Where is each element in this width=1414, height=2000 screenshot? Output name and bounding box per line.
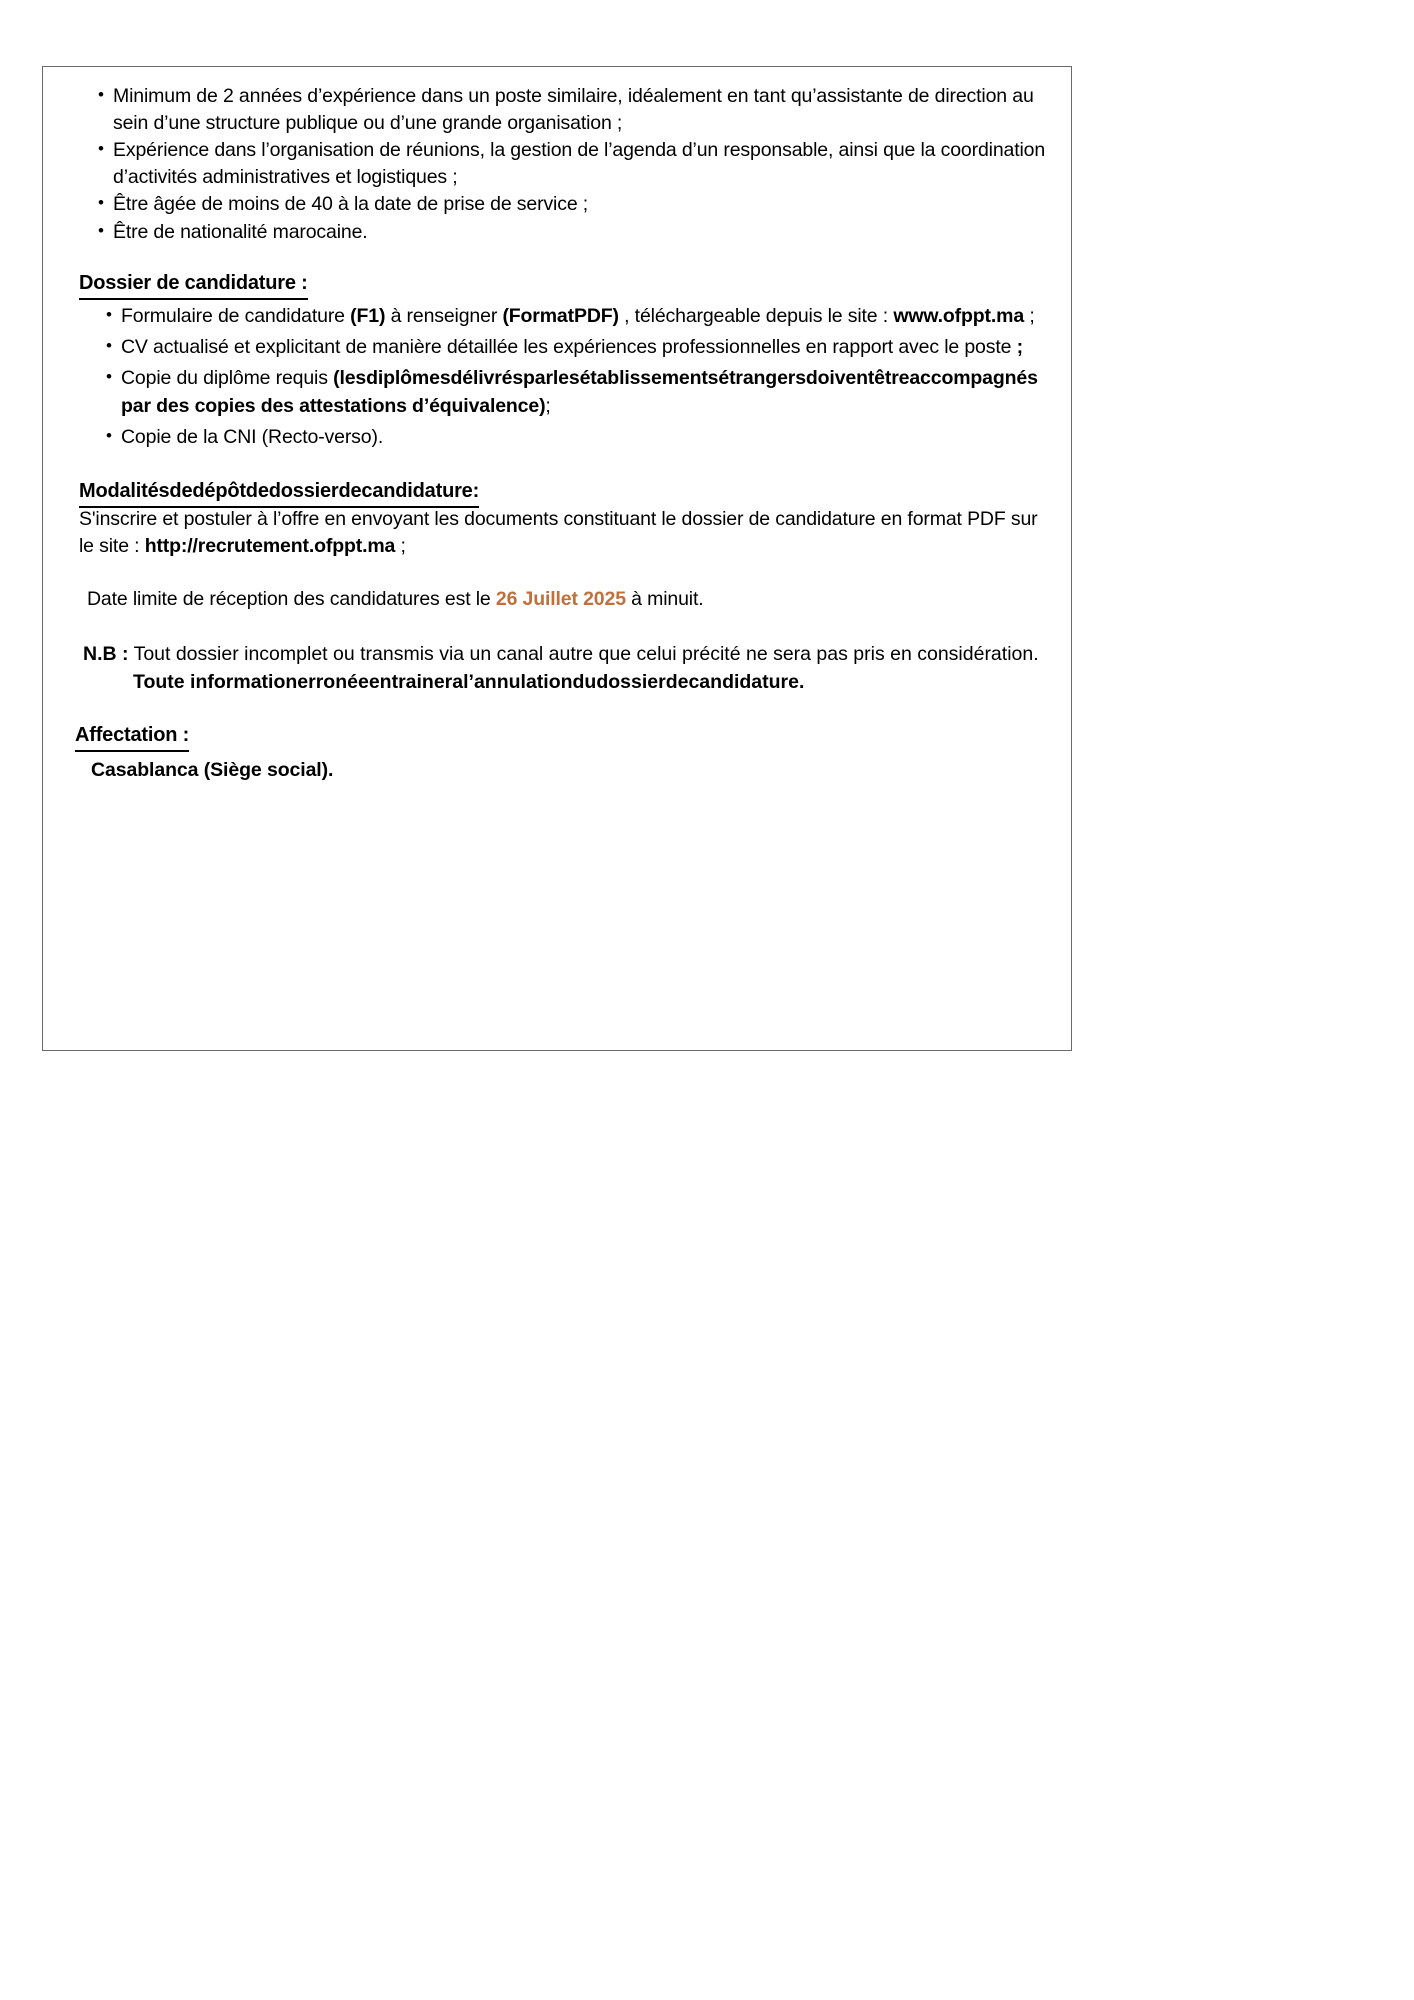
- list-item: [99, 364, 1055, 420]
- list-item: [99, 302, 1055, 330]
- requirements-list: [91, 83, 1055, 245]
- document-content: [61, 81, 1055, 782]
- nb-text: Tout dossier incomplet ou transmis via un canal autre que celui précité ne sera pas pris en considération.: [128, 643, 1039, 665]
- dossier-heading-row: [79, 246, 1055, 300]
- list-item: [99, 423, 1055, 451]
- item-text: Copie du diplôme requis: [121, 367, 334, 389]
- item-bold: (F1): [350, 305, 386, 327]
- item-bold: ;: [1016, 336, 1023, 358]
- modalites-text-before: S'inscrire et postuler à l’offre en envoyant les documents constituant le dossier de candidature en format PDF sur le site :: [79, 508, 1038, 557]
- item-text: Copie de la CNI (Recto-verso).: [121, 426, 384, 448]
- item-bold: (lesdiplômesdélivrésparlesétablissementsétrangersdoiventêtreaccompagnés par des copies des attestations d’équivalence): [121, 367, 1038, 417]
- deadline-suffix: à minuit.: [625, 588, 704, 610]
- item-bold: (FormatPDF): [502, 305, 619, 327]
- list-item: [99, 333, 1055, 361]
- modalites-paragraph: [79, 506, 1055, 560]
- deadline-prefix: Date limite de réception des candidatures est le: [87, 588, 496, 610]
- dossier-list: [99, 302, 1055, 451]
- section-heading-affectation: Affectation :: [75, 724, 189, 752]
- recruitment-url: http://recrutement.ofppt.ma: [144, 535, 396, 557]
- site-url: www.ofppt.ma: [893, 305, 1025, 327]
- list-item: • Être âgée de moins de 40 à la date de prise de service ;: [91, 191, 1055, 218]
- item-text: , téléchargeable depuis le site :: [618, 305, 894, 327]
- affectation-heading-row: [75, 698, 1055, 752]
- list-item: • Être de nationalité marocaine.: [91, 219, 1055, 246]
- modalites-text-after: ;: [395, 535, 406, 557]
- item-text: CV actualisé et explicitant de manière détaillée les expériences professionnelles en rapport avec le poste: [121, 336, 1017, 358]
- section-heading-modalites: Modalitésdedépôtdedossierdecandidature:: [79, 480, 479, 508]
- list-item: • Minimum de 2 années d’expérience dans un poste similaire, idéalement en tant qu’assistante de direction au sein d’une structure publique ou d’une grande organisation ;: [91, 83, 1055, 136]
- deadline-date: 26 Juillet 2025: [495, 588, 626, 610]
- item-text: ;: [1024, 305, 1035, 327]
- item-text: Formulaire de candidature: [121, 305, 351, 327]
- nb-block: [83, 641, 1055, 696]
- deadline-paragraph: [87, 586, 1055, 613]
- item-text: à renseigner: [385, 305, 503, 327]
- nb-label: N.B :: [83, 643, 129, 665]
- affectation-value: Casablanca (Siège social).: [91, 759, 334, 781]
- page-frame: [42, 66, 1072, 1051]
- nb-bold-line: Toute informationerronéeentraineral’annulationdudossierdecandidature.: [133, 671, 805, 693]
- modalites-heading-row: [79, 454, 1055, 508]
- item-text: ;: [545, 395, 551, 417]
- section-heading-dossier: Dossier de candidature :: [79, 272, 308, 300]
- list-item: • Expérience dans l’organisation de réunions, la gestion de l’agenda d’un responsable, ainsi que la coordination d’activités administratives et logistiques ;: [91, 137, 1055, 190]
